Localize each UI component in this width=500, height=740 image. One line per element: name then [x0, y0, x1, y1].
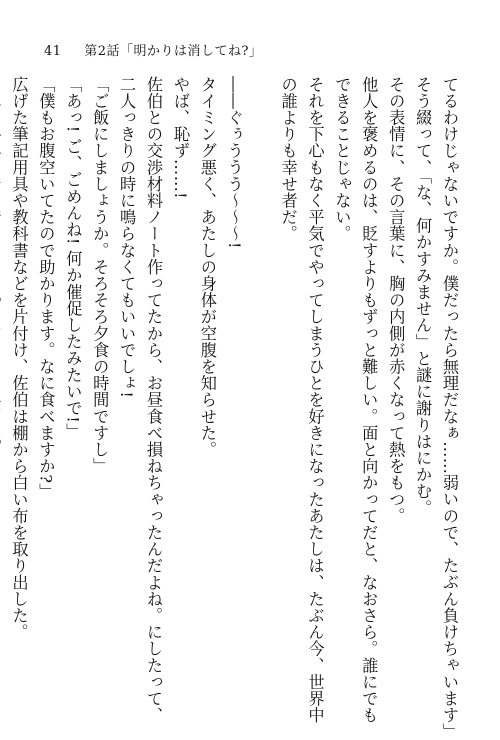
text-line: その表情に、その言葉に、胸の内側が赤くなって熱をもつ。 [386, 76, 406, 525]
text-line: ――ぐぅううう〜〜〜! [224, 76, 244, 249]
blank-line [247, 76, 274, 676]
dialogue-line: 「あっ! ご、ごめんね! 何か催促したみたいで!」 [63, 76, 83, 440]
text-line: 広げた筆記用具や教科書などを片付け、佐伯は棚から白い布を取り出した。 [9, 76, 29, 641]
text-line: てるわけじゃないですか。僕だったら無理だなぁ……弱いので、たぶん負けちゃいます」 [440, 76, 459, 740]
dialogue-line: 「ご飯にしましょうか。そろそろ夕食の時間ですし」 [90, 76, 110, 475]
page-header [44, 40, 262, 59]
page-number: 41 [44, 44, 62, 59]
text-line: の誰よりも幸せ者だ。 [278, 76, 298, 242]
text-line: やば、恥ず……! [170, 76, 190, 200]
text-line: できることじゃない。 [332, 76, 352, 242]
text-line [0, 76, 5, 676]
chapter-title: 第2話「明かりは消してね?」 [84, 44, 263, 59]
text-line: 他人を褒めるのは、貶すよりもずっと難しい。面と向かってだと、なおさら。誰にでも [359, 76, 379, 724]
dialogue-line: 「僕もお腹空いてたので助かります。なに食べますか?」 [36, 76, 56, 501]
text-line: それを下心もなく平気でやってしまうひとを好きになったあたしは、たぶん今、世界中 [305, 76, 325, 724]
text-line: 佐伯との交渉材料ノート作ってたから、お昼食べ損ねちゃったんだよね。にしたって、 [144, 76, 164, 724]
text-line: そう綴って、「な、何かすみません」と謎に謝りはにかむ。 [413, 76, 433, 517]
body-text [9, 76, 462, 740]
text-line: タイミング悪く、あたしの身体が空腹を知らせた。 [197, 76, 217, 458]
text-line: 二人っきりの時に鳴らなくてもいいでしょ! [117, 76, 137, 399]
